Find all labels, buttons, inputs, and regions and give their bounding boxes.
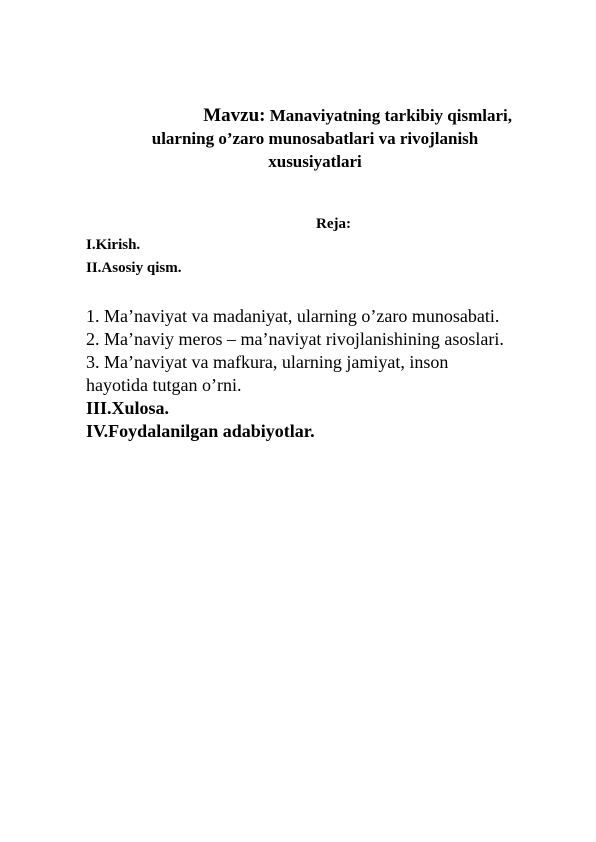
plan-references: IV.Foydalanilgan adabiyotlar. — [86, 421, 315, 441]
plan-main: II.Asosiy qism. — [86, 260, 182, 276]
plan-item-1: 1. Ma’naviyat va madaniyat, ularning o’zaro munosabati. — [86, 306, 500, 326]
title-line-2: ularning o’zaro munosabatlari va rivojlanish — [151, 129, 479, 148]
title-lead: Mavzu: — [203, 105, 266, 126]
plan-item-3-cont: hayotida tutgan o’rni. — [86, 375, 242, 395]
plan-items — [86, 305, 556, 443]
plan-heading: Reja: — [316, 216, 351, 232]
plan-item-2: 2. Ma’naviy meros – ma’naviyat rivojlanishining asoslari. — [86, 329, 504, 349]
title-line-3: xususiyatlari — [268, 152, 362, 171]
plan-intro: I.Kirish. — [86, 237, 141, 253]
title-line-1-text: Manaviyatning tarkibiy qismlari, — [265, 106, 512, 125]
document-title — [100, 104, 530, 173]
plan-item-3: 3. Ma’naviyat va mafkura, ularning jamiyat, inson — [86, 352, 449, 372]
plan-conclusion: III.Xulosa. — [86, 398, 170, 418]
title-line-1 — [100, 104, 530, 127]
